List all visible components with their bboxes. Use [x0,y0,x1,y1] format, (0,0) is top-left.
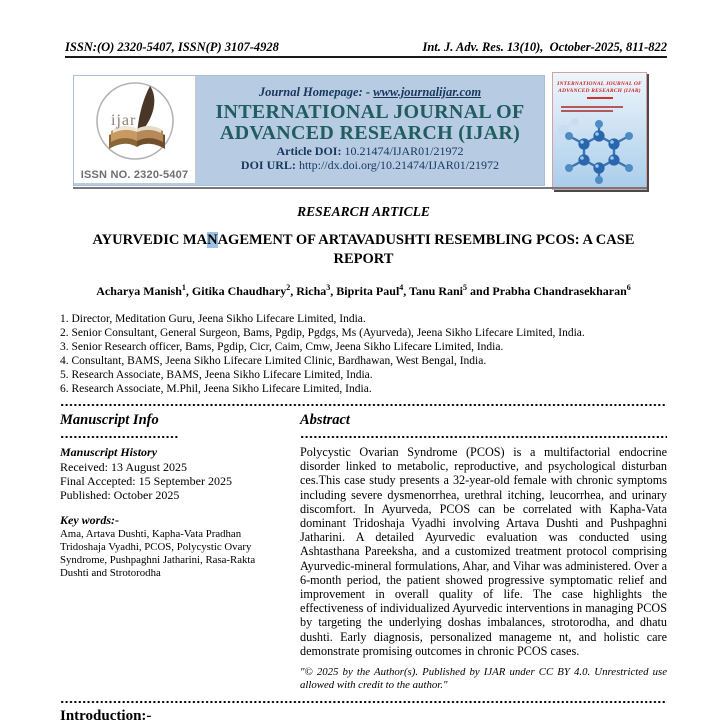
cover-info-bar-1 [561,106,623,108]
author-name: Richa [296,284,327,298]
author-affiliation-sup: 2 [286,283,291,292]
header-center [196,75,544,172]
affiliation-line: 6. Research Associate, M.Phil, Jeena Sikho Lifecare Limited, India. [60,383,372,395]
affiliation-line: 5. Research Associate, BAMS, Jeena Sikho Lifecare Limited, India. [60,369,373,381]
history-line: Final Accepted: 15 September 2025 [60,474,232,488]
article-doi-label: Article DOI: [276,144,342,158]
journal-title-line2: ADVANCED RESEARCH (IJAR) [219,122,521,144]
paper-title-pre: AYURVEDIC MA [92,232,208,248]
molecule-graphic-icon [553,114,646,186]
history-line: Received: 13 August 2025 [60,460,187,474]
abstract-heading: Abstract [300,412,350,428]
manuscript-info-column [60,409,300,692]
homepage-link[interactable]: www.journalijar.com [373,85,482,99]
dotted-separator-info [60,435,178,439]
cover-title-line1: INTERNATIONAL JOURNAL OF [557,81,642,87]
doi-url-line [196,158,544,172]
header-divider [73,187,647,189]
author-affiliation-sup: 5 [463,283,468,292]
logo-issn-number: ISSN NO. 2320-5407 [80,169,189,181]
paper-title-post: AGEMENT OF ARTAVADUSHTI RESEMBLING PCOS: A CASE REPORT [217,232,635,267]
affiliation-line: 3. Senior Research officer, Bams, Pgdip, Cicr, Caim, Cmw, Jeena Sikho Lifecare Limited, India. [60,341,504,353]
author-name: Gitika Chaudhary [191,284,287,298]
doi-url-value[interactable]: http://dx.doi.org/10.21474/IJAR01/21972 [295,158,500,172]
affiliation-line: 2. Senior Consultant, General Surgeon, Bams, Pgdip, Pgdgs, Ms (Ayurveda), Jeena Sikho Lifecare Limited, India. [60,327,585,339]
copyright-notice: "© 2025 by the Author(s). Published by IJAR under CC BY 4.0. Unrestricted use allowed with credit to the author." [300,666,667,692]
paper-title [71,231,656,269]
introduction-heading: Introduction:- [60,708,152,724]
ijar-logo-icon [93,79,177,163]
affiliation-line: 1. Director, Meditation Guru, Jeena Sikho Lifecare Limited, India. [60,313,366,325]
authors-line: Acharya Manish$^1$, Gitika Chaudhary$^2$, Richa$^3$, Biprita Paul$^4$, Tanu Rani$^5$ and Prabha Chandrasekharan$^6$ [96,283,631,298]
journal-logo-panel [74,76,196,183]
abstract-column [300,409,667,692]
cover-issn-bar [587,97,613,99]
author-affiliation-sup: 3 [326,283,331,292]
journal-header [73,75,647,189]
article-doi-line [196,144,544,158]
dotted-separator-abstract [300,435,667,439]
abstract-text: Polycystic Ovarian Syndrome (PCOS) is a multifactorial endocrine disorder linked to metabolic, reproductive, and psychological disturban ces.This case study presents a 32-year-old female with chronic symptoms including severe dysmenorrhea, urethral itching, leucorrhea, and urinary discomfort. In Ayurveda, PCOS can be correlated with Kapha-Vata dominant Tridoshaja Vyadhi involving Artava Dushti and Pushpaghni Jatharini. A detailed Ayurvedic evaluation was conducted using Ashtasthana Pareeksha, and a customized treatment protocol comprising Ayurvedic-mineral formulations, Ahar, and Vihar was administered. Over a 6-month period, the patient showed progressive symptomatic relief and improvement in overall quality of life. The case highlights the effectiveness of individualized Ayurvedic interventions in managing PCOS by targeting the underlying doshas imbalances, strotorodha, and dhatu dushti. Early diagnosis, personalized manageme nt, and holistic care demonstrate promising outcomes in chronic PCOS cases. [300,445,667,658]
cover-info-bar-2 [561,110,613,112]
history-line: Published: October 2025 [60,488,180,502]
page-content [60,0,667,724]
author-name: Acharya Manish [96,284,182,298]
dotted-separator-bottom [60,700,667,704]
affiliations-list [60,312,667,396]
journal-homepage-line [196,85,544,100]
keywords-heading: Key words:- [60,513,119,527]
author-name: Tanu Rani [409,284,464,298]
cover-title-line2: ADVANCED RESEARCH (IJAR) [558,87,641,94]
author-affiliation-sup: 1 [181,283,186,292]
journal-title-line1: INTERNATIONAL JOURNAL OF [215,101,525,123]
journal-title [196,102,544,144]
dotted-separator-top [60,403,667,407]
manuscript-history-list [60,460,300,502]
running-head [65,0,667,58]
author-name: Prabha Chandrasekharan [492,284,627,298]
article-type-label: RESEARCH ARTICLE [297,204,430,219]
keywords-text: Ama, Artava Dushti, Kapha-Vata Pradhan Tridoshaja Vyadhi, PCOS, Polycystic Ovary Syndrome, Pushpaghni Jatharini, Rasa-Rakta Dushti and Strotorodha [60,528,256,579]
info-abstract-columns [60,409,667,692]
homepage-label: Journal Homepage: - [258,85,374,99]
manuscript-history-heading: Manuscript History [60,445,158,459]
cover-title [553,81,646,94]
paper-title-highlight: N [207,232,218,248]
affiliation-line: 4. Consultant, BAMS, Jeena Sikho Lifecare Limited Clinic, Bardhawan, West Bengal, India. [60,355,487,367]
svg-text:ijar: ijar [110,112,136,129]
author-name: Biprita Paul [336,284,400,298]
doi-url-label: DOI URL: [240,158,296,172]
issn-text: ISSN:(O) 2320-5407, ISSN(P) 3107-4928 [65,40,279,54]
citation-text: Int. J. Adv. Res. 13(10), October-2025, 811-822 [422,40,667,54]
author-affiliation-sup: 4 [399,283,404,292]
manuscript-info-heading: Manuscript Info [60,412,159,428]
journal-cover-thumbnail [552,72,647,190]
author-affiliation-sup: 6 [626,283,631,292]
article-doi-value: 10.21474/IJAR01/21972 [341,144,464,158]
